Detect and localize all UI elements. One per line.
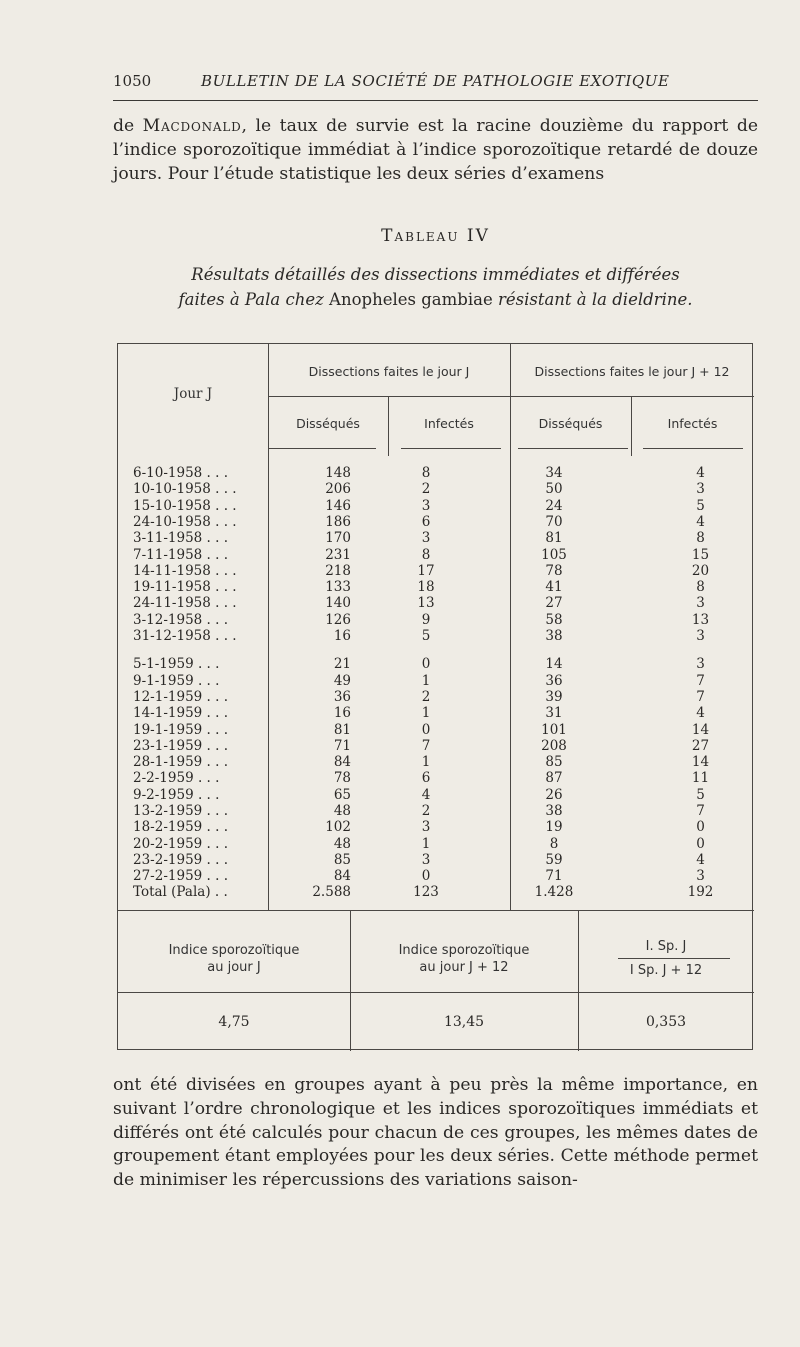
row-infected-j12: 8 [696,579,705,596]
row-dissected-j: 146 [325,497,351,514]
total-infected-j: 123 [413,884,439,900]
row-dissected-j: 186 [325,513,351,530]
table-row [118,770,754,786]
row-infected-j12: 14 [691,754,710,771]
table-row [118,547,754,563]
row-infected-j: 6 [421,770,431,787]
row-infected-j: 0 [421,656,431,673]
summary-value-index-j12: 13,45 [443,1014,485,1030]
table-row [118,481,754,497]
header-day: Jour J [173,386,213,402]
row-date: 18-2-1959 . . . [133,819,228,836]
row-dissected-j: 65 [333,786,351,803]
row-infected-j12: 3 [696,628,705,644]
header-infected-j: Infectés [424,416,474,431]
row-infected-j12: 7 [696,688,705,705]
row-dissected-j12: 59 [545,851,563,868]
table-row [118,722,754,738]
row-infected-j: 8 [421,465,431,481]
row-dissected-j12: 27 [545,595,563,612]
table-row [118,836,754,852]
row-infected-j12: 3 [696,868,705,885]
row-dissected-j12: 41 [545,579,563,596]
header-dissected-j12: Disséqués [538,416,603,431]
table-row [118,803,754,819]
row-infected-j: 4 [421,786,431,803]
row-dissected-j: 48 [333,835,351,852]
table-row [118,738,754,754]
row-infected-j: 5 [421,628,431,644]
row-dissected-j12: 208 [541,737,567,754]
table-row [118,530,754,546]
table-row [118,787,754,803]
row-infected-j: 1 [421,705,431,722]
row-date: 10-10-1958 . . . [133,481,237,498]
journal-title: BULLETIN DE LA SOCIÉTÉ DE PATHOLOGIE EXOTIQUE [201,72,670,90]
row-infected-j12: 3 [696,595,705,612]
row-dissected-j12: 78 [545,562,563,579]
row-infected-j: 6 [421,513,431,530]
row-infected-j12: 4 [696,851,705,868]
summary-head-ratio-den: I Sp. J + 12 [629,963,703,978]
total-row [118,884,754,902]
row-date: 14-11-1958 . . . [133,562,237,579]
row-dissected-j: 48 [333,803,351,819]
row-dissected-j: 206 [325,481,351,498]
row-infected-j: 0 [421,868,431,885]
paragraph-bottom: ont été divisées en groupes ayant à peu près la même importance, en suivant l’ordre chronologique et les indices sporozoïtiques immédiats et différés ont été calculés pour chacun de ces groupes, les mêmes dates de groupement étant employées pour les deux séries. Cette méthode permet de minimiser les répercussions des variations saison- [113,1075,758,1191]
row-infected-j12: 0 [696,819,705,836]
row-infected-j12: 7 [696,672,705,689]
row-dissected-j12: 36 [545,672,563,689]
row-dissected-j: 36 [333,688,351,705]
row-dissected-j: 218 [325,562,351,579]
row-infected-j12: 7 [696,803,705,819]
table-row [118,656,754,672]
row-dissected-j12: 34 [545,465,563,481]
row-infected-j: 18 [417,579,435,596]
row-dissected-j12: 19 [545,819,563,836]
row-date: 13-2-1959 . . . [133,803,228,819]
author-name: Macdonald [142,116,242,136]
table-row [118,563,754,579]
header-group-j: Dissections faites le jour J [308,364,470,379]
summary-value-ratio: 0,353 [645,1014,687,1030]
table-row [118,595,754,611]
row-infected-j12: 14 [691,721,710,738]
row-infected-j12: 11 [691,770,710,787]
row-dissected-j: 85 [333,851,351,868]
row-dissected-j: 16 [333,705,351,722]
row-infected-j: 2 [421,688,431,705]
row-date: 3-11-1958 . . . [133,530,228,547]
row-infected-j12: 15 [691,546,710,563]
header-dissected-j: Disséqués [296,416,360,431]
table-row [118,579,754,595]
row-date: 15-10-1958 . . . [133,497,237,514]
total-label: Total (Pala) . . [133,884,228,900]
row-infected-j12: 4 [696,513,705,530]
row-date: 7-11-1958 . . . [133,546,228,563]
row-dissected-j: 78 [333,770,351,787]
row-dissected-j12: 101 [541,721,567,738]
row-date: 23-1-1959 . . . [133,737,228,754]
row-date: 6-10-1958 . . . [133,465,228,481]
row-dissected-j12: 81 [545,530,563,547]
table-row [118,689,754,705]
row-date: 24-11-1958 . . . [133,595,237,612]
row-dissected-j12: 87 [545,770,563,787]
row-dissected-j: 231 [325,546,351,563]
header-group-j12: Dissections faites le jour J + 12 [534,364,730,379]
table-row [118,754,754,770]
row-infected-j: 13 [417,595,435,612]
row-dissected-j: 84 [333,754,351,771]
row-date: 23-2-1959 . . . [133,851,228,868]
row-infected-j: 7 [421,737,431,754]
row-infected-j12: 5 [696,786,705,803]
row-dissected-j12: 70 [545,513,563,530]
summary-head-index-j: Indice sporozoïtique au jour J [168,943,300,975]
summary-head-index-j12: Indice sporozoïtique au jour J + 12 [398,943,530,975]
row-infected-j12: 27 [691,737,710,754]
row-infected-j: 8 [421,546,431,563]
table-row [118,514,754,530]
summary-value-index-j: 4,75 [218,1014,250,1030]
row-infected-j: 3 [421,497,431,514]
row-dissected-j: 133 [325,579,351,596]
row-dissected-j: 21 [333,656,351,673]
paragraph-top: de Macdonald, le taux de survie est la racine douzième du rapport de l’indice sporozoïtique immédiat à l’indice sporozoïtique retardé de douze jours. Pour l’étude statistique les deux séries d’examens [113,116,758,184]
row-infected-j12: 5 [696,497,705,514]
table-caption: Résultats détaillés des dissections immédiates et différées faites à Pala chez Anopheles gambiae résistant à la dieldrine. [178,265,693,309]
row-infected-j12: 0 [696,835,705,852]
row-dissected-j12: 39 [545,688,563,705]
table-row [118,628,754,644]
row-date: 19-1-1959 . . . [133,721,228,738]
row-date: 3-12-1958 . . . [133,611,228,628]
row-date: 19-11-1958 . . . [133,579,237,596]
row-infected-j: 17 [417,562,435,579]
row-dissected-j12: 26 [545,786,563,803]
row-date: 27-2-1959 . . . [133,868,228,885]
row-infected-j: 2 [421,481,431,498]
table-row [118,852,754,868]
table-row [118,868,754,884]
row-dissected-j12: 105 [541,546,567,563]
row-dissected-j12: 85 [545,754,563,771]
row-infected-j: 3 [421,851,431,868]
total-infected-j12: 192 [687,884,714,900]
row-dissected-j12: 38 [545,628,563,644]
table-row [118,498,754,514]
table-row [118,705,754,721]
row-date: 12-1-1959 . . . [133,688,228,705]
row-dissected-j: 170 [325,530,351,547]
row-dissected-j: 102 [325,819,351,836]
row-infected-j: 3 [421,530,431,547]
row-dissected-j: 148 [325,465,351,481]
running-header [113,72,758,96]
row-dissected-j12: 8 [549,835,559,852]
row-infected-j12: 20 [691,562,710,579]
table-title: Tableau IV [381,226,490,246]
summary-head-ratio-num: I. Sp. J [645,939,687,954]
row-date: 31-12-1958 . . . [133,628,237,644]
data-table [117,343,753,1050]
row-date: 28-1-1959 . . . [133,754,228,771]
row-date: 9-1-1959 . . . [133,672,220,689]
row-dissected-j: 16 [333,628,351,644]
row-infected-j: 1 [421,835,431,852]
row-infected-j12: 3 [696,656,705,673]
page-number: 1050 [113,72,152,90]
row-dissected-j12: 14 [545,656,563,673]
row-date: 2-2-1959 . . . [133,770,220,787]
table-row [118,465,754,481]
row-infected-j: 1 [421,754,431,771]
row-dissected-j12: 38 [545,803,563,819]
row-dissected-j12: 58 [545,611,563,628]
row-dissected-j12: 50 [545,481,563,498]
total-dissected-j: 2.588 [312,884,351,900]
row-infected-j12: 4 [696,465,705,481]
row-date: 5-1-1959 . . . [133,656,220,673]
row-infected-j: 0 [421,721,431,738]
row-infected-j: 2 [421,803,431,819]
row-dissected-j: 84 [333,868,351,885]
table-row [118,673,754,689]
row-infected-j12: 3 [696,481,705,498]
row-infected-j: 9 [421,611,431,628]
row-date: 24-10-1958 . . . [133,513,237,530]
row-dissected-j12: 31 [545,705,563,722]
row-date: 20-2-1959 . . . [133,835,228,852]
row-date: 14-1-1959 . . . [133,705,228,722]
header-infected-j12: Infectés [667,416,718,431]
header-rule [113,100,758,101]
row-infected-j: 1 [421,672,431,689]
row-infected-j: 3 [421,819,431,836]
row-dissected-j: 81 [333,721,351,738]
row-dissected-j: 126 [325,611,351,628]
table-row [118,612,754,628]
row-dissected-j: 49 [333,672,351,689]
row-dissected-j12: 71 [545,868,563,885]
row-infected-j12: 8 [696,530,705,547]
table-row [118,819,754,835]
row-date: 9-2-1959 . . . [133,786,220,803]
row-infected-j12: 4 [696,705,705,722]
row-dissected-j: 71 [333,737,351,754]
row-infected-j12: 13 [691,611,710,628]
row-dissected-j12: 24 [545,497,563,514]
total-dissected-j12: 1.428 [534,884,574,900]
row-dissected-j: 140 [325,595,351,612]
ratio-fraction-line [618,958,730,959]
